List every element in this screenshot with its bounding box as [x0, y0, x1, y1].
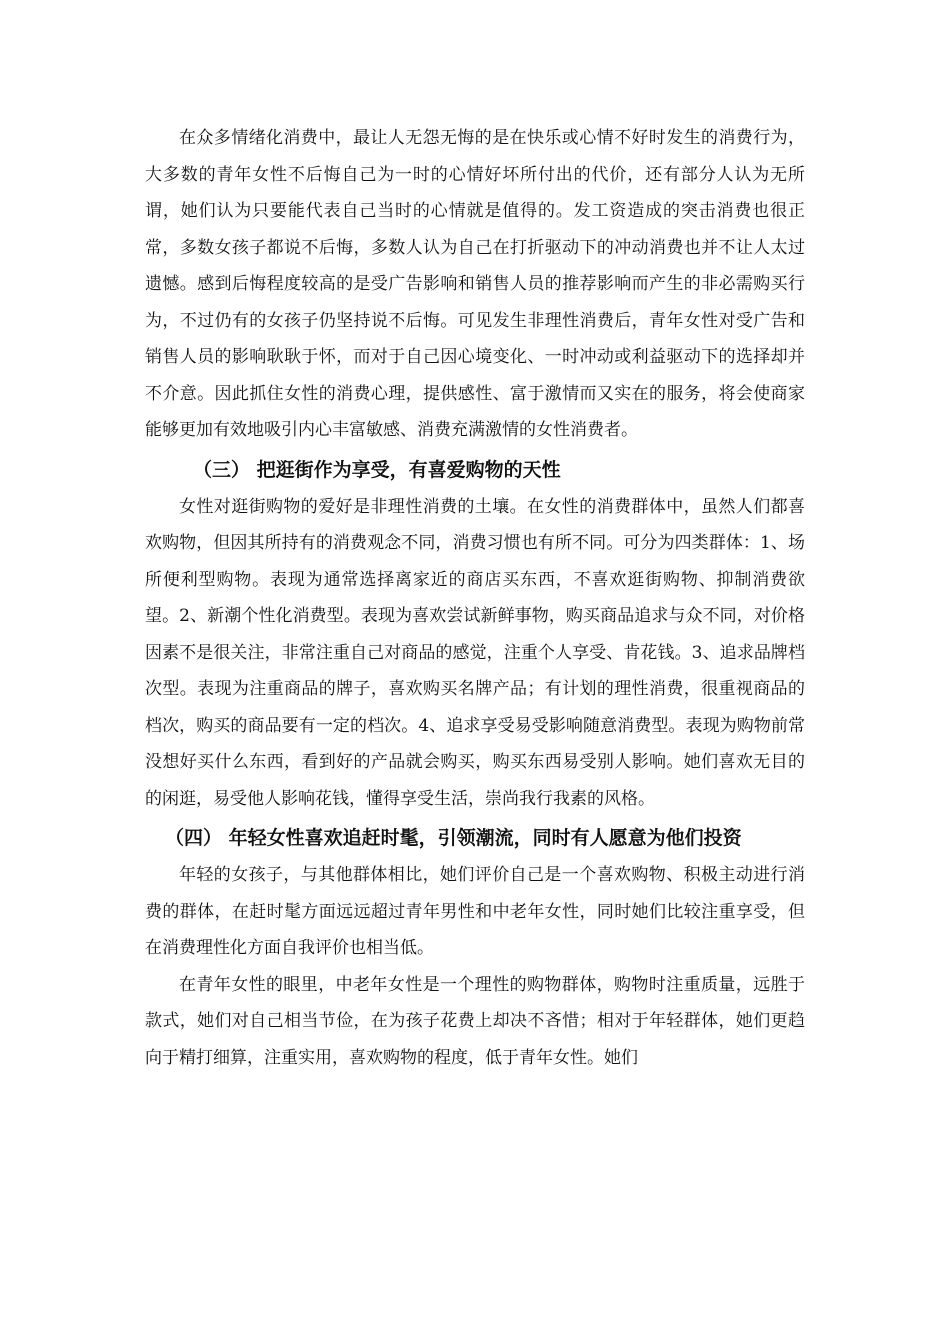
paragraph-middle-aged-women: 在青年女性的眼里，中老年女性是一个理性的购物群体，购物时注重质量，远胜于款式，她们对自己相当节俭，在为孩子花费上却决不吝惜；相对于年轻群体，她们更趋向于精打细算，注重实用，喜欢购物的程度，低于青年女性。她们 — [145, 974, 805, 1068]
section-heading-4: （四） 年轻女性喜欢追赶时髦，引领潮流，同时有人愿意为他们投资 — [165, 827, 742, 849]
document-body — [145, 120, 805, 1076]
paragraph-shopping-groups: 女性对逛街购物的爱好是非理性消费的土壤。在女性的消费群体中，虽然人们都喜欢购物，但因其所持有的消费观念不同，消费习惯也有所不同。可分为四类群体：1、场所便利型购物。表现为通常选择离家近的商店买东西，不喜欢逛街购物、抑制消费欲望。2、新潮个性化消费型。表现为喜欢尝试新鲜事物，购买商品追求与众不同，对价格因素不是很关注，非常注重自己对商品的感觉，注重个人享受、肯花钱。3、追求品牌档次型。表现为注重商品的牌子，喜欢购买名牌产品；有计划的理性消费，很重视商品的档次，购买的商品要有一定的档次。4、追求享受易受影响随意消费型。表现为购物前常没想好买什么东西，看到好的产品就会购买，购买东西易受别人影响。她们喜欢无目的的闲逛，易受他人影响花钱，懂得享受生活，崇尚我行我素的风格。 — [145, 496, 805, 809]
paragraph-young-women: 年轻的女孩子，与其他群体相比，她们评价自己是一个喜欢购物、积极主动进行消费的群体，在赶时髦方面远远超过青年男性和中老年女性，同时她们比较注重享受，但在消费理性化方面自我评价也相当低。 — [145, 865, 805, 958]
section-heading-3: （三） 把逛街作为享受，有喜爱购物的天性 — [193, 458, 561, 481]
paragraph-emotional-consumption: 在众多情绪化消费中，最让人无怨无悔的是在快乐或心情不好时发生的消费行为，大多数的青年女性不后悔自己为一时的心情好坏所付出的代价，还有部分人认为无所谓，她们认为只要能代表自己当时的心情就是值得的。发工资造成的突击消费也很正常，多数女孩子都说不后悔，多数人认为自己在打折驱动下的冲动消费也并不让人太过遗憾。感到后悔程度较高的是受广告影响和销售人员的推荐影响而产生的非必需购买行为，不过仍有的女孩子仍坚持说不后悔。可见发生非理性消费后，青年女性对受广告和销售人员的影响耿耿于怀，而对于自己因心境变化、一时冲动或利益驱动下的选择却并不介意。因此抓住女性的消费心理，提供感性、富于激情而又实在的服务，将会使商家能够更加有效地吸引内心丰富敏感、消费充满激情的女性消费者。 — [145, 128, 805, 440]
